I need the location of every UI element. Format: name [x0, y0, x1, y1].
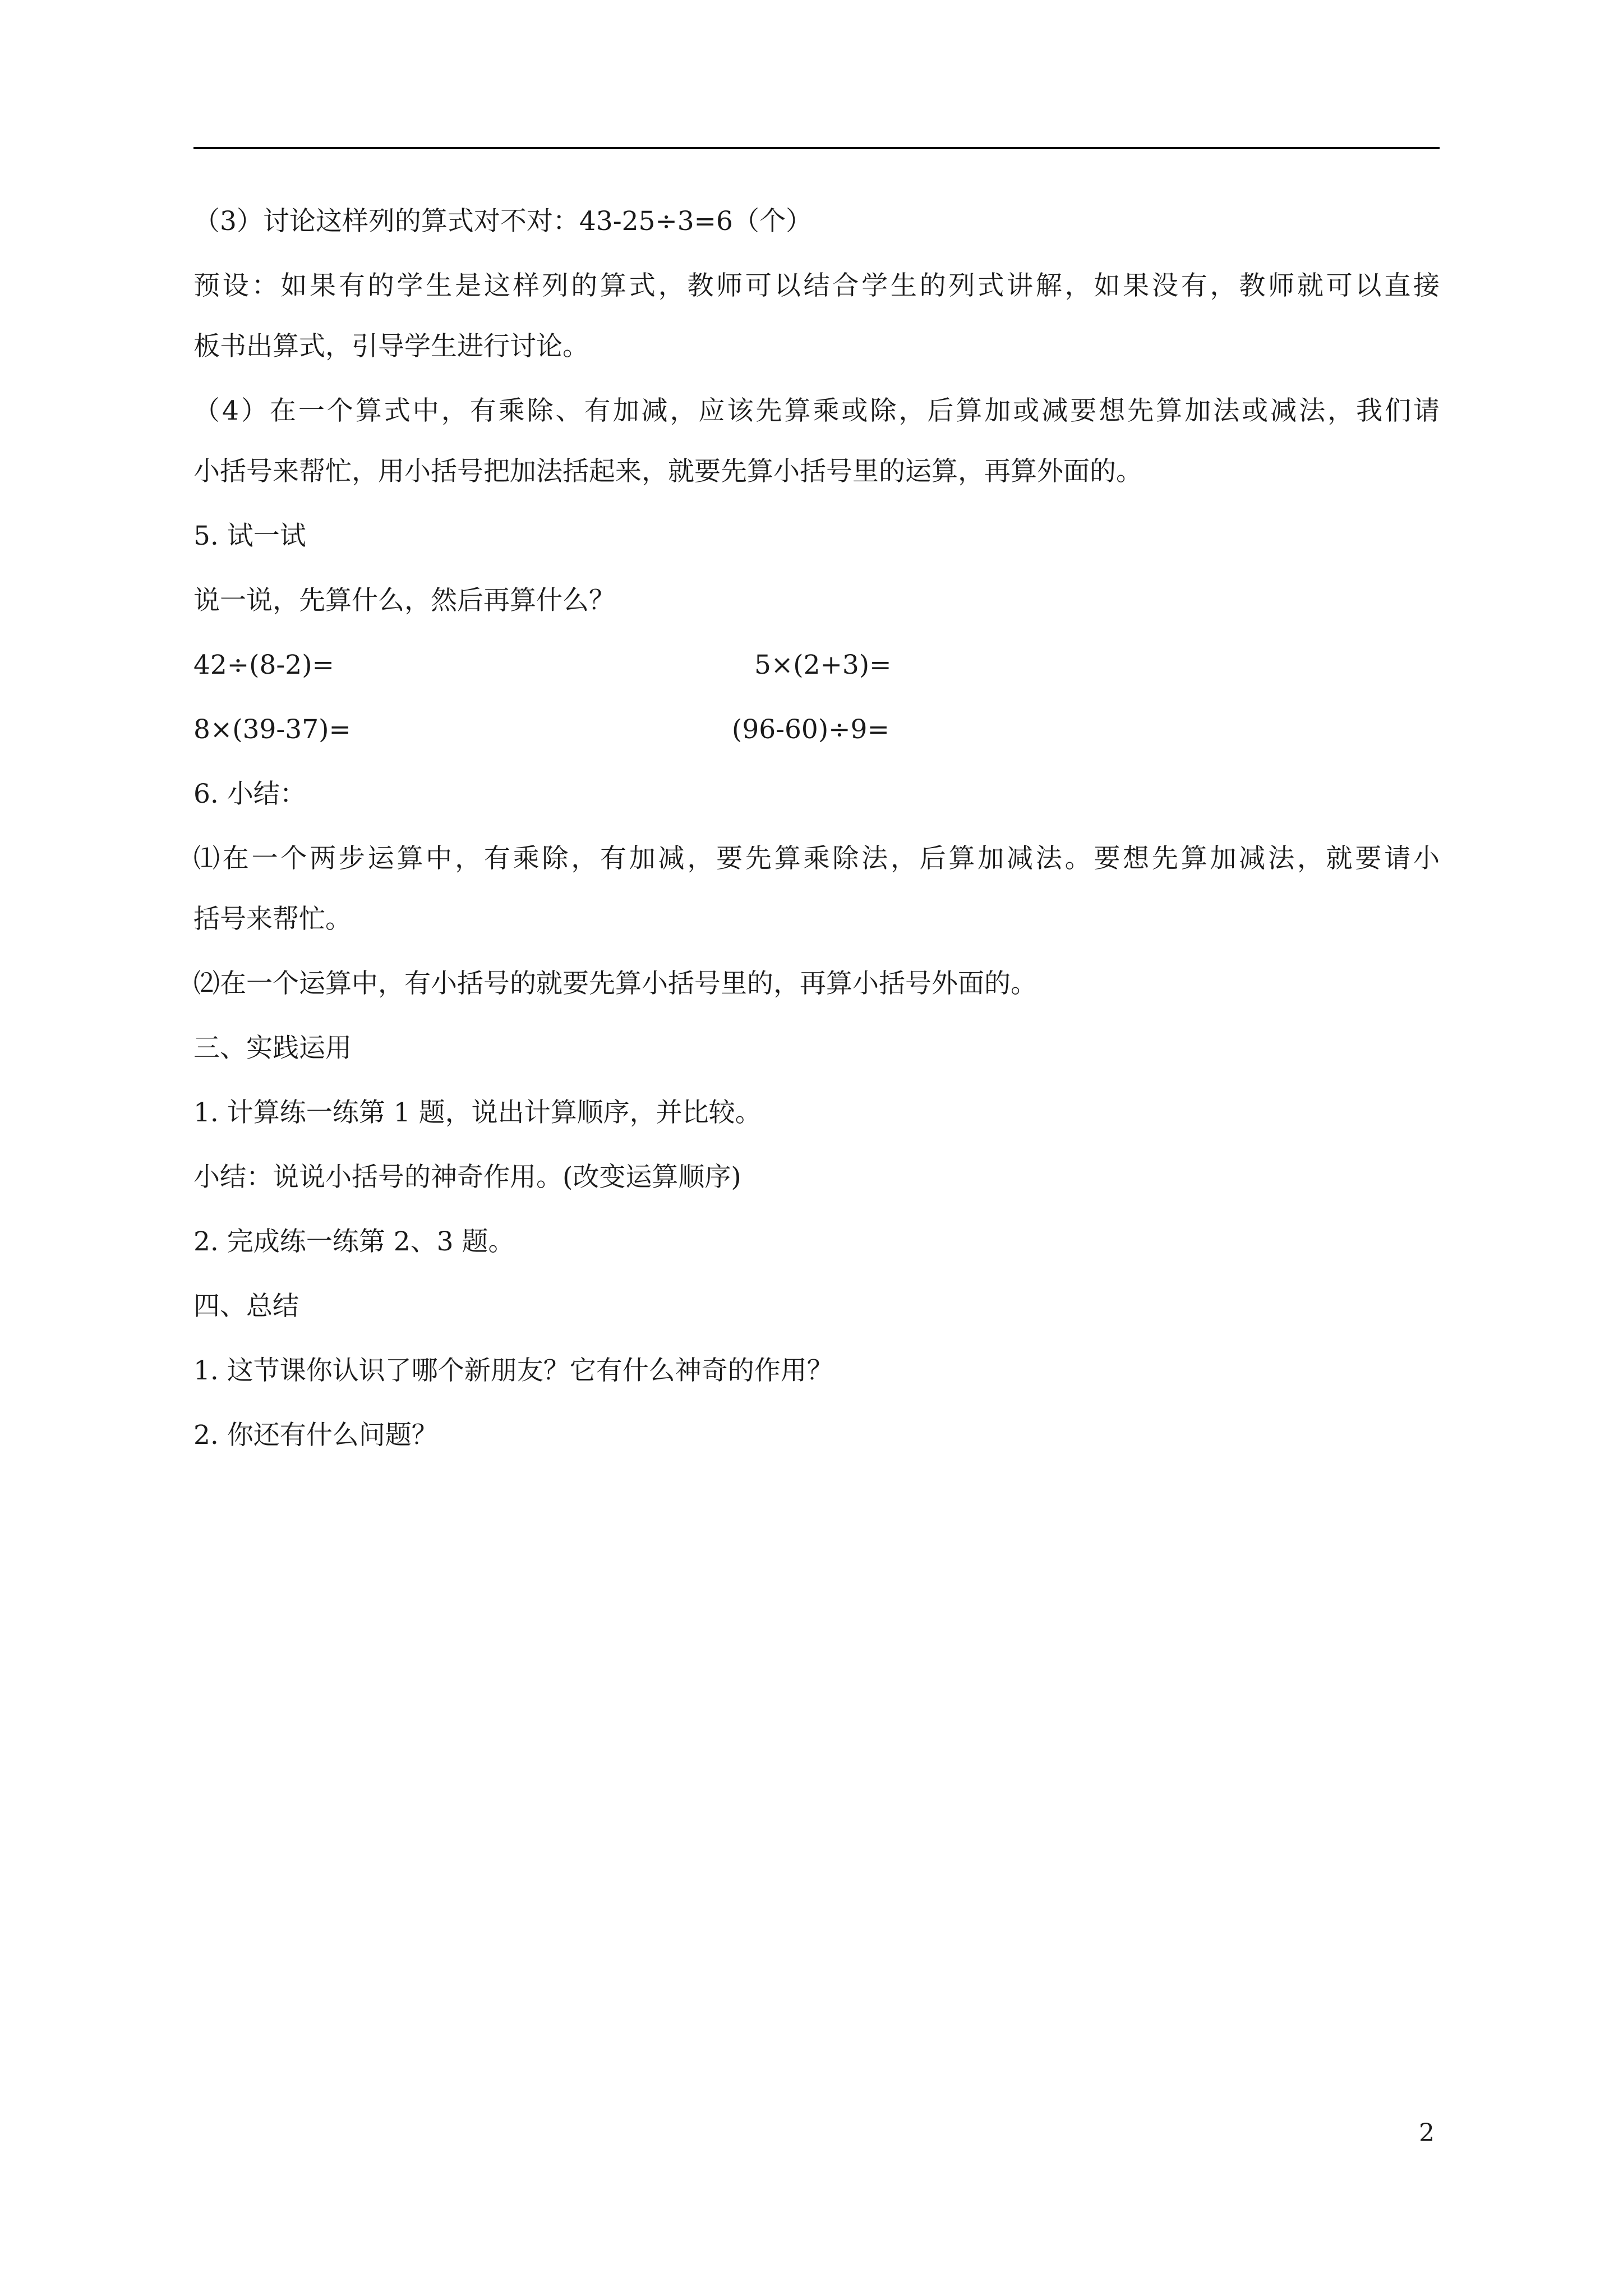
section-practice-heading: 三、实践运用: [193, 1033, 352, 1064]
item-4-paragraph-line-2: 小括号来帮忙，用小括号把加法括起来，就要先算小括号里的运算，再算外面的。: [193, 456, 1142, 487]
item-4-paragraph-line-1: （4）在一个算式中，有乘除、有加减，应该先算乘或除，后算加或减要想先算加法或减法，我们请: [193, 395, 1440, 426]
section-conclusion-heading: 四、总结: [193, 1291, 299, 1322]
formula-2-right: (96-60)÷9=: [732, 714, 889, 745]
try-it-prompt: 说一说，先算什么，然后再算什么？: [193, 585, 615, 616]
preset-paragraph-line-2: 板书出算式，引导学生进行讨论。: [193, 331, 589, 362]
practice-summary: 小结：说说小括号的神奇作用。(改变运算顺序): [193, 1162, 741, 1193]
page-number: 2: [1419, 2119, 1435, 2147]
formula-row-2: [193, 713, 1440, 747]
section-summary-heading: 6. 小结：: [193, 779, 306, 809]
conclusion-item-1: 1. 这节课你认识了哪个新朋友？它有什么神奇的作用？: [193, 1355, 833, 1386]
formula-2-left: 8×(39-37)=: [193, 714, 351, 745]
preset-paragraph-line-1: 预设：如果有的学生是这样列的算式，教师可以结合学生的列式讲解，如果没有，教师就可以直接: [193, 270, 1440, 301]
summary-point-1-line-2: 括号来帮忙。: [193, 904, 352, 935]
document-body: [193, 205, 1440, 1483]
summary-point-1-line-1: ⑴在一个两步运算中，有乘除，有加减，要先算乘除法，后算加减法。要想先算加减法，就要请小: [193, 843, 1440, 874]
formula-1-right: 5×(2+3)=: [754, 650, 892, 680]
practice-item-2: 2. 完成练一练第 2、3 题。: [193, 1226, 515, 1257]
practice-item-1: 1. 计算练一练第 1 题，说出计算顺序，并比较。: [193, 1097, 762, 1128]
discussion-item-3: （3）讨论这样列的算式对不对：43-25÷3=6（个）: [193, 206, 812, 237]
section-try-it-heading: 5. 试一试: [193, 521, 306, 551]
formula-1-left: 42÷(8-2)=: [193, 650, 334, 680]
summary-point-2: ⑵在一个运算中，有小括号的就要先算小括号里的，再算小括号外面的。: [193, 968, 1037, 999]
conclusion-item-2: 2. 你还有什么问题？: [193, 1420, 438, 1451]
header-rule: [193, 147, 1440, 149]
formula-row-1: [193, 648, 1440, 682]
